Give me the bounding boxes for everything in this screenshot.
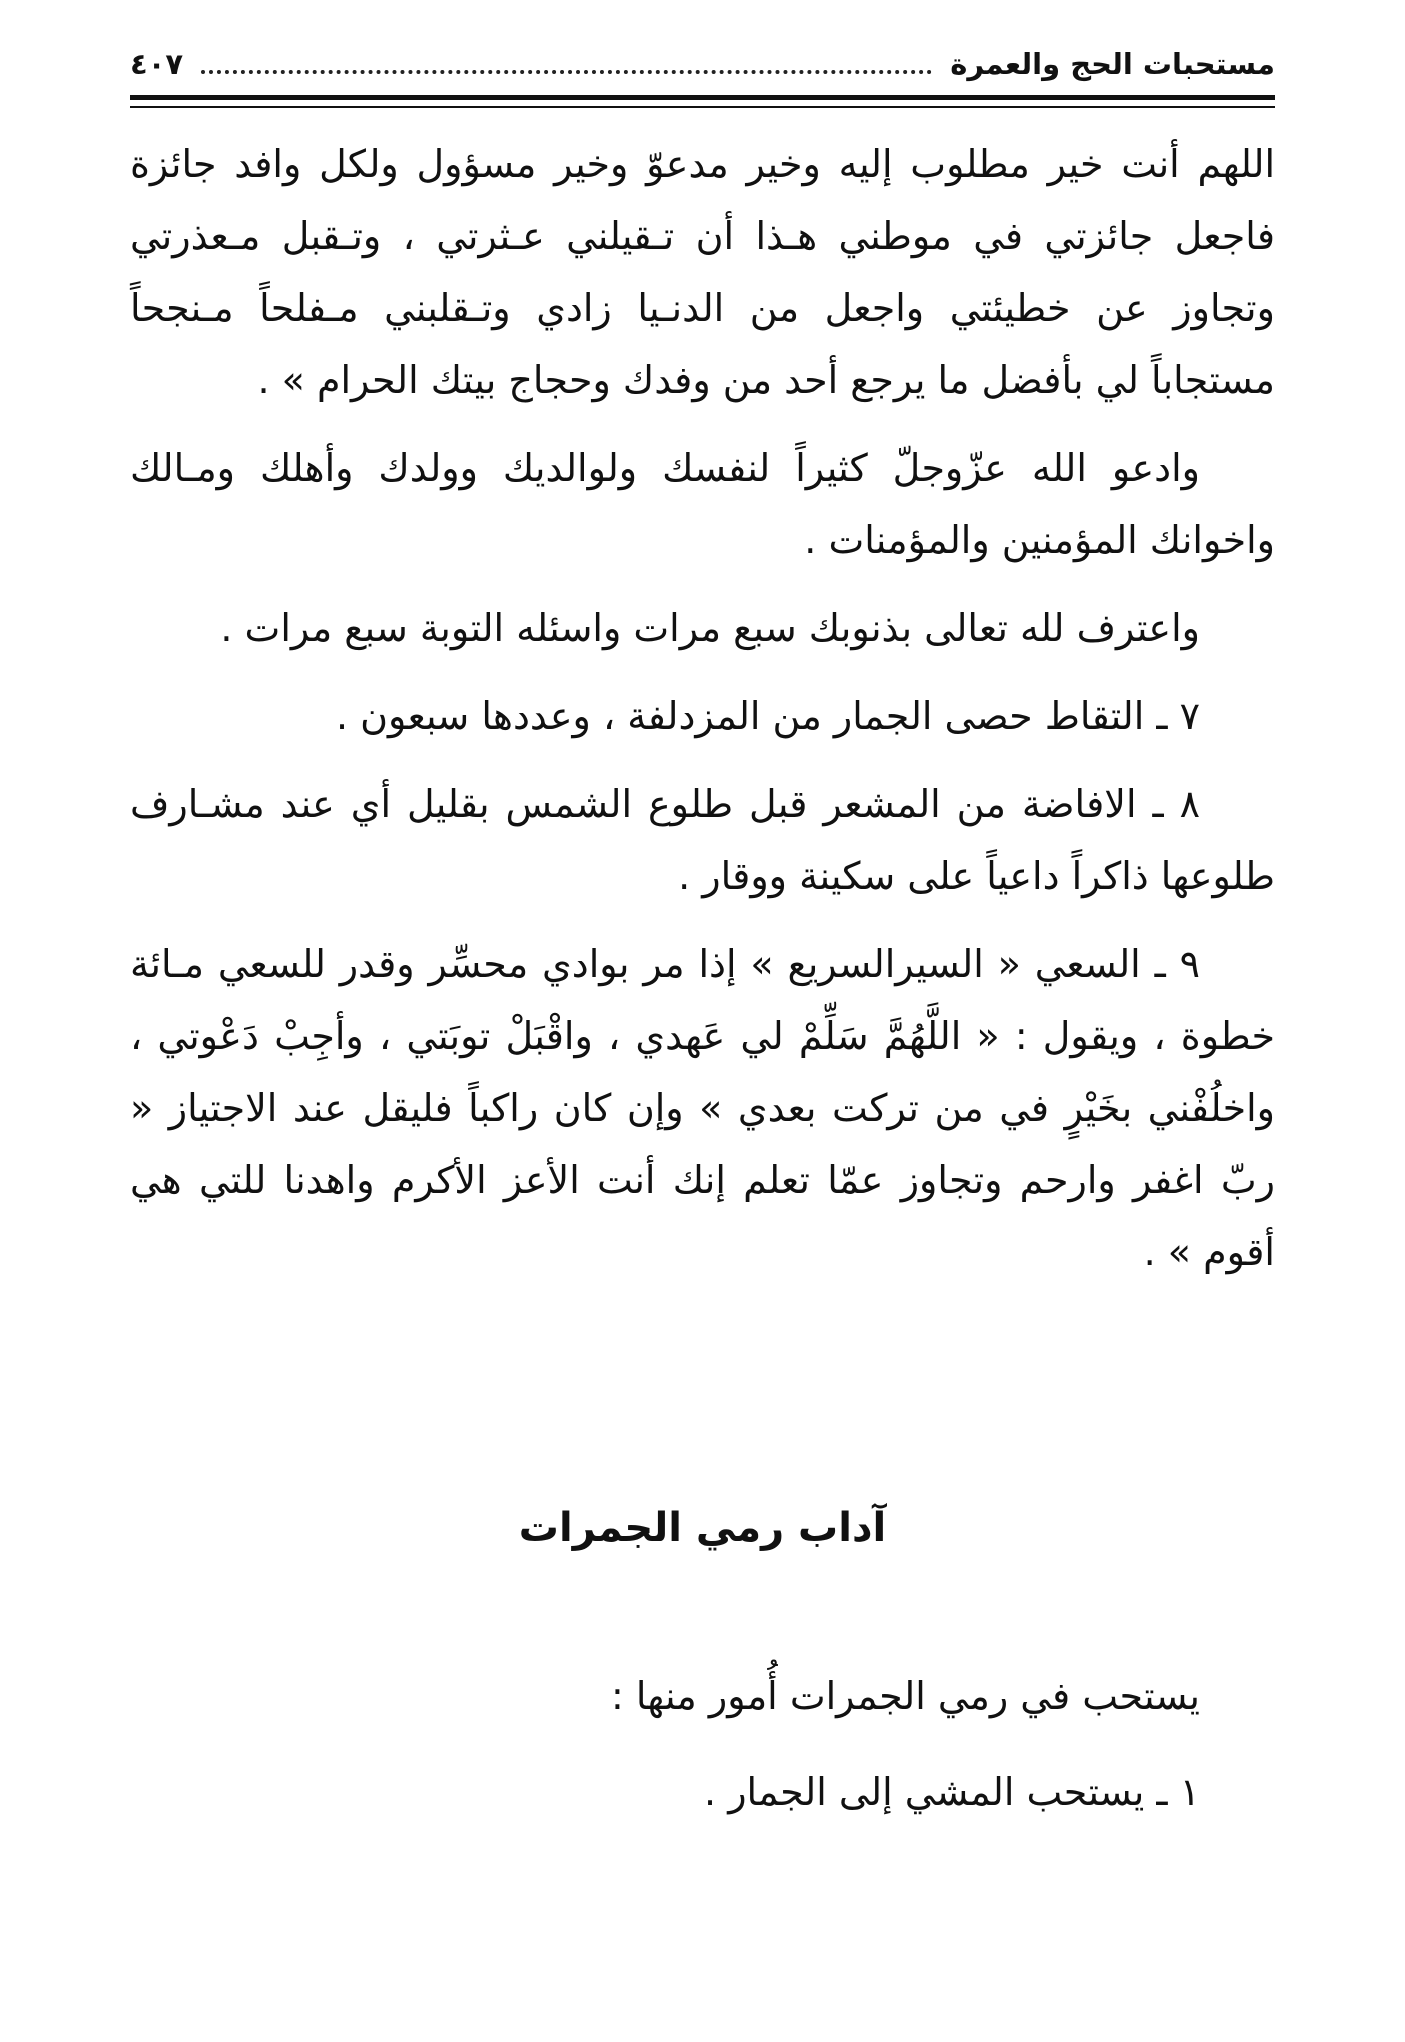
body-text <box>130 128 1275 1304</box>
paragraph-item-8: ٨ ـ الافاضة من المشعر قبل طلوع الشمس بقليل أي عند مشـارف طلوعها ذاكراً داعياً على سكينة ووقار . <box>130 782 1275 898</box>
paragraph-item-9: ٩ ـ السعي « السيرالسريع » إذا مر بوادي محسِّر وقدر للسعي مـائة خطوة ، ويقول : « اللَّهُمَّ سَلِّمْ لي عَهدي ، واقْبَلْ توبَتي ، وأجِبْ دَعْوتي ، واخلُفْني بخَيْرٍ في من تركت بعدي » وإن كان راكباً فليقل عند الاجتياز « ربّ اغفر وارحم وتجاوز عمّا تعلم إنك أنت الأعز الأكرم واهدنا للتي هي أقوم » . <box>130 942 1275 1274</box>
paragraph-supplication: وادعو الله عزّوجلّ كثيراً لنفسك ولوالديك وولدك وأهلك ومـالك واخوانك المؤمنين والمؤمنات . <box>130 446 1275 562</box>
header-dot-leader <box>201 70 932 74</box>
header-rule-thin <box>130 106 1275 108</box>
page-number: ٤٠٧ <box>130 47 184 81</box>
section-heading: آداب رمي الجمرات <box>518 1505 887 1551</box>
running-title: مستحبات الحج والعمرة <box>950 47 1275 81</box>
header-rule-thick <box>130 95 1275 100</box>
paragraph-item-7: ٧ ـ التقاط حصى الجمار من المزدلفة ، وعددها سبعون . <box>335 694 1200 738</box>
page-header <box>130 42 1275 86</box>
section-intro: يستحب في رمي الجمرات أُمور منها : <box>610 1674 1200 1718</box>
book-page <box>130 0 1275 2042</box>
paragraph-prayer: اللهم أنت خير مطلوب إليه وخير مدعوّ وخير مسؤول ولكل وافد جائزة فاجعل جائزتي في موطني هـذا أن تـقيلني عـثرتي ، وتـقبل مـعذرتي وتجاوز عن خطيئتي واجعل من الدنـيا زادي وتـقلبني مـفلحاً مـنجحاً مستجاباً لي بأفضل ما يرجع أحد من وفدك وحجاج بيتك الحرام » . <box>130 142 1275 402</box>
paragraph-confession: واعترف لله تعالى بذنوبك سبع مرات واسئله التوبة سبع مرات . <box>220 606 1200 650</box>
section-body <box>130 1648 1275 1840</box>
section-item-1: ١ ـ يستحب المشي إلى الجمار . <box>704 1770 1200 1814</box>
